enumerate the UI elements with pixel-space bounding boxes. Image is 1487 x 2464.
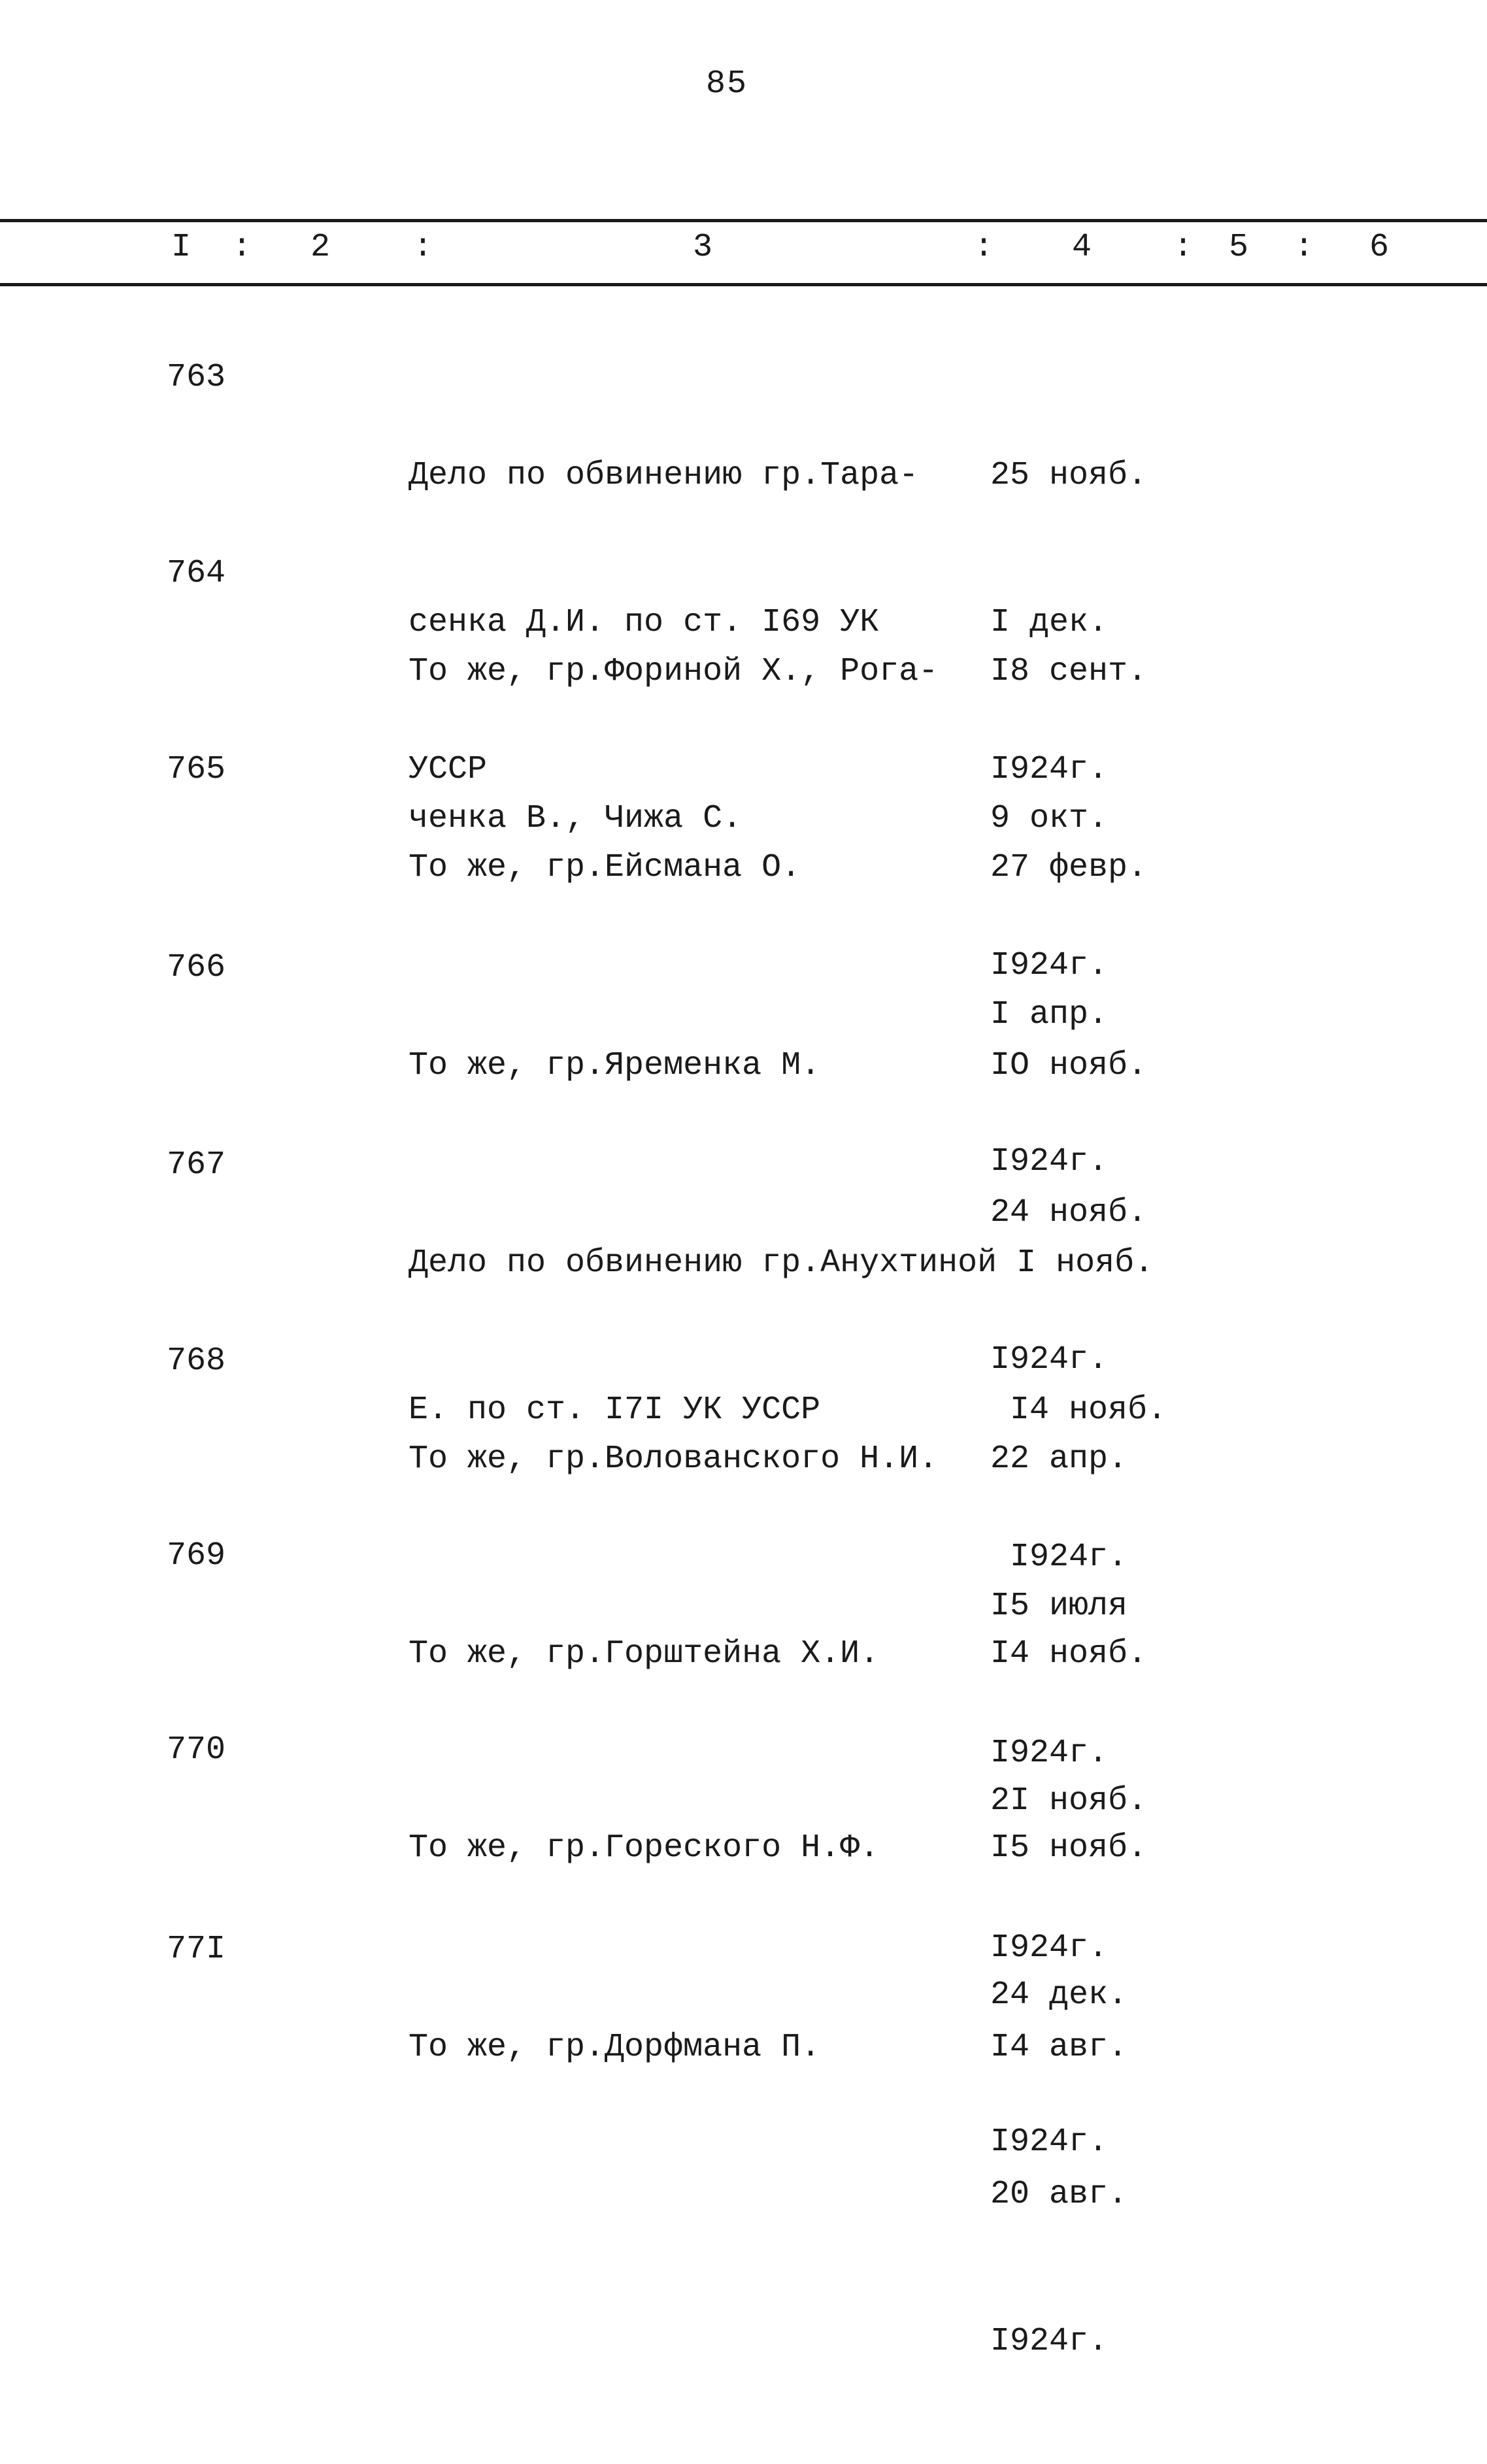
column-header-1: I — [171, 229, 192, 266]
column-separator: : — [1294, 229, 1314, 266]
entry-dates: I8 сент. 9 окт. I924г. — [990, 653, 1148, 984]
entry-dates: 22 апр. I5 июля I924г. — [990, 1440, 1128, 1772]
entry-description: То же, гр.Волованского Н.И. — [409, 1440, 939, 1478]
entry-description: То же, гр.Гореского Н.Ф. — [409, 1829, 880, 1867]
column-separator: : — [232, 229, 252, 266]
column-header-5: 5 — [1229, 229, 1249, 266]
entry-number: 767 — [167, 1146, 226, 1184]
entry-description: То же, гр.Фориной Х., Рога- ченка В., Чижа С. — [409, 653, 939, 837]
entry-number: 77I — [167, 1931, 226, 1968]
entry-number: 763 — [167, 359, 226, 396]
entry-description: То же, гр.Дорфмана П. — [409, 2029, 821, 2066]
entry-dates: I4 нояб. I924г. — [1010, 1391, 1167, 1576]
entry-dates: I4 нояб. 2I нояб. I924г. — [990, 1635, 1148, 1967]
entry-dates: I5 нояб. 24 дек. I924г. — [990, 1829, 1148, 2161]
page-number: 85 — [706, 65, 748, 103]
entry-description: То же, гр.Яременка М. — [409, 1047, 821, 1084]
header-bottom-rule — [0, 283, 1487, 286]
entry-number: 769 — [167, 1537, 226, 1574]
entry-dates: I4 авг. 20 авг. I924г. — [990, 2029, 1128, 2360]
entry-number: 764 — [167, 555, 226, 592]
entry-description: То же, гр.Ейсмана О. — [409, 849, 801, 886]
entry-dates: IO нояб. 24 нояб. I924г. — [990, 1047, 1148, 1378]
entry-description: Дело по обвинению гр.Анухтиной I нояб. Е. по ст. I7I УК УССР — [409, 1244, 1154, 1429]
entry-dates: 27 февр. I апр. I924г. — [990, 849, 1148, 1180]
column-header-2: 2 — [310, 229, 331, 266]
column-header-6: 6 — [1369, 229, 1390, 266]
entry-number: 765 — [167, 751, 226, 788]
entry-number: 770 — [167, 1731, 226, 1769]
entry-number: 766 — [167, 949, 226, 986]
column-separator: : — [413, 229, 433, 266]
entry-dates: 25 нояб. I дек. I924г. — [990, 457, 1148, 788]
column-separator: : — [974, 229, 994, 266]
column-header-3: 3 — [693, 229, 713, 266]
column-header-row — [0, 229, 1487, 275]
entry-description: Дело по обвинению гр.Тара- сенка Д.И. по ст. I69 УК УССР — [409, 457, 919, 788]
column-header-4: 4 — [1072, 229, 1092, 266]
column-separator: : — [1173, 229, 1194, 266]
entry-number: 768 — [167, 1342, 226, 1380]
header-top-rule — [0, 219, 1487, 222]
entry-description: То же, гр.Горштейна Х.И. — [409, 1635, 880, 1673]
